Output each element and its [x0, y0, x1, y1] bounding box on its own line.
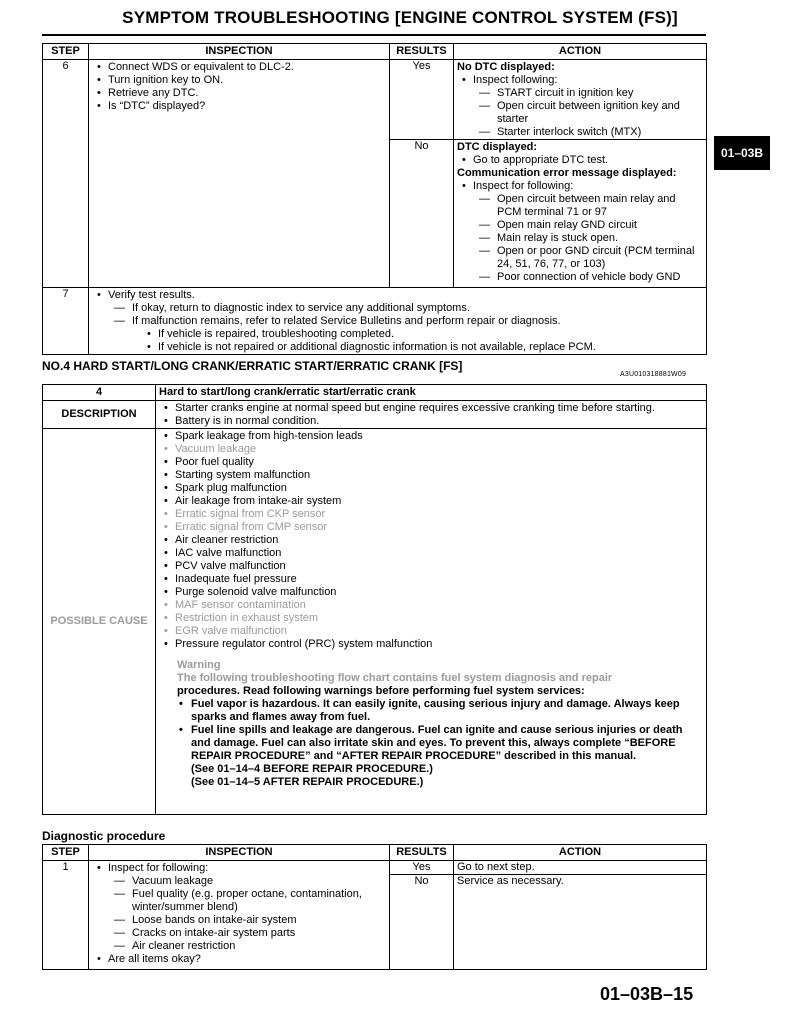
causes-cell — [156, 429, 707, 815]
list-item: — Main relay is stuck open. — [475, 232, 703, 245]
list-item: — Open circuit between main relay and PCM terminal 71 or 97 — [475, 193, 703, 219]
warning-intro: procedures. Read following warnings before performing fuel system services: — [177, 685, 585, 697]
list-item: • Retrieve any DTC. — [92, 87, 386, 100]
page-title: SYMPTOM TROUBLESHOOTING [ENGINE CONTROL SYSTEM (FS)] — [122, 8, 678, 27]
description-label: DESCRIPTION — [43, 401, 156, 429]
list-item: • Air leakage from intake-air system — [159, 495, 703, 508]
section-tab[interactable]: 01–03B — [714, 136, 770, 170]
list-item: • Turn ignition key to ON. — [92, 74, 386, 87]
header-results: RESULTS — [390, 845, 454, 861]
list-item: • If vehicle is not repaired or additional diagnostic information is not available, replace PCM. — [110, 341, 703, 354]
action-heading: DTC displayed: — [457, 141, 538, 153]
diagnostic-heading: Diagnostic procedure — [42, 829, 166, 843]
header-results: RESULTS — [390, 44, 454, 60]
list-item: — Open main relay GND circuit — [475, 219, 703, 232]
warning-item: • Fuel vapor is hazardous. It can easily ignite, causing serious injury and damage. Always keep sparks and flames away from fuel. — [177, 698, 703, 724]
result-yes: Yes — [390, 60, 454, 140]
list-item: • Starter cranks engine at normal speed but engine requires excessive cranking time before starting. — [159, 402, 703, 415]
list-item: • IAC valve malfunction — [159, 547, 703, 560]
list-item: • Inspect following: — [457, 74, 703, 87]
troubleshooting-table — [42, 43, 707, 355]
title-rule — [42, 34, 706, 36]
list-item: — Vacuum leakage — [110, 875, 386, 888]
description-cell — [156, 401, 707, 429]
list-item: — START circuit in ignition key — [475, 87, 703, 100]
list-item: • Connect WDS or equivalent to DLC-2. — [92, 61, 386, 74]
list-item: • Restriction in exhaust system — [159, 612, 703, 625]
warning-block — [159, 659, 703, 789]
list-item: — Poor connection of vehicle body GND — [475, 271, 703, 284]
table-row — [43, 60, 707, 140]
symptom-table — [42, 384, 707, 815]
action-cell: Go to next step. — [454, 861, 707, 875]
list-item: • Are all items okay? — [92, 953, 386, 966]
list-item: — Open circuit between ignition key and starter — [475, 100, 703, 126]
list-item: — Open or poor GND circuit (PCM terminal 24, 51, 76, 77, or 103) — [475, 245, 703, 271]
table-row — [43, 385, 707, 401]
list-item: — Air cleaner restriction — [110, 940, 386, 953]
header-inspection: INSPECTION — [89, 845, 390, 861]
list-item: — Starter interlock switch (MTX) — [475, 126, 703, 139]
action-cell — [454, 140, 707, 288]
list-item: • EGR valve malfunction — [159, 625, 703, 638]
action-heading: Communication error message displayed: — [457, 167, 677, 179]
list-item: • Battery is in normal condition. — [159, 415, 703, 428]
list-item: — Fuel quality (e.g. proper octane, contamination, winter/summer blend) — [110, 888, 386, 914]
symptom-title: Hard to start/long crank/erratic start/erratic crank — [156, 385, 707, 401]
list-item: • Is “DTC” displayed? — [92, 100, 386, 113]
see-reference: (See 01–14–5 AFTER REPAIR PROCEDURE.) — [191, 776, 424, 788]
see-reference: (See 01–14–4 BEFORE REPAIR PROCEDURE.) — [191, 763, 433, 775]
table-row — [43, 401, 707, 429]
header-inspection: INSPECTION — [89, 44, 390, 60]
section-heading: NO.4 HARD START/LONG CRANK/ERRATIC START/ERRATIC CRANK [FS] — [42, 359, 463, 373]
table-row — [43, 288, 707, 355]
list-item: • MAF sensor contamination — [159, 599, 703, 612]
list-item: — Cracks on intake-air system parts — [110, 927, 386, 940]
result-no: No — [390, 140, 454, 288]
step-number: 1 — [43, 861, 89, 970]
header-step: STEP — [43, 845, 89, 861]
result-yes: Yes — [390, 861, 454, 875]
list-item: • Starting system malfunction — [159, 469, 703, 482]
warning-intro: The following troubleshooting flow chart contains fuel system diagnosis and repair — [177, 672, 613, 684]
diagnostic-table — [42, 844, 707, 970]
list-item: • Erratic signal from CKP sensor — [159, 508, 703, 521]
list-item: — If malfunction remains, refer to related Service Bulletins and perform repair or diagnosis. — [110, 315, 703, 328]
list-item: • Spark leakage from high-tension leads — [159, 430, 703, 443]
list-item: • Spark plug malfunction — [159, 482, 703, 495]
header-action: ACTION — [454, 44, 707, 60]
list-item: • Inspect for following: — [457, 180, 703, 193]
list-item: • Inadequate fuel pressure — [159, 573, 703, 586]
header-step: STEP — [43, 44, 89, 60]
table-row — [43, 861, 707, 875]
table-header-row — [43, 845, 707, 861]
warning-item: • Fuel line spills and leakage are dangerous. Fuel can ignite and cause serious injuries or death and damage. Fuel can also irritate skin and eyes. To prevent this, always complete “BEFORE REPAIR PROCEDURE” and “AFTER REPAIR PROCEDURE” described in this manual. — [177, 724, 703, 763]
table-header-row — [43, 44, 707, 60]
page-number: 01–03B–15 — [600, 984, 694, 1004]
inspection-cell — [89, 861, 390, 970]
possible-cause-label: POSSIBLE CAUSE — [43, 429, 156, 815]
list-item: — If okay, return to diagnostic index to service any additional symptoms. — [110, 302, 703, 315]
list-item: • Poor fuel quality — [159, 456, 703, 469]
step-number: 6 — [43, 60, 89, 288]
table-row — [43, 429, 707, 815]
header-action: ACTION — [454, 845, 707, 861]
action-cell: Service as necessary. — [454, 875, 707, 970]
result-no: No — [390, 875, 454, 970]
document-code: A3U010318881W09 — [620, 371, 687, 378]
symptom-number: 4 — [43, 385, 156, 401]
list-item: • PCV valve malfunction — [159, 560, 703, 573]
warning-title: Warning — [177, 659, 221, 671]
list-item: • Purge solenoid valve malfunction — [159, 586, 703, 599]
list-item: • Air cleaner restriction — [159, 534, 703, 547]
list-item: • Erratic signal from CMP sensor — [159, 521, 703, 534]
inspection-cell — [89, 288, 707, 355]
list-item: • Vacuum leakage — [159, 443, 703, 456]
list-item: • Go to appropriate DTC test. — [457, 154, 703, 167]
action-cell — [454, 60, 707, 140]
list-item: • Pressure regulator control (PRC) system malfunction — [159, 638, 703, 651]
inspection-cell — [89, 60, 390, 288]
list-item: • Verify test results. — [92, 289, 703, 302]
step-number: 7 — [43, 288, 89, 355]
action-heading: No DTC displayed: — [457, 61, 555, 73]
list-item: — Loose bands on intake-air system — [110, 914, 386, 927]
list-item: • If vehicle is repaired, troubleshooting completed. — [110, 328, 703, 341]
list-item: • Inspect for following: — [92, 862, 386, 875]
